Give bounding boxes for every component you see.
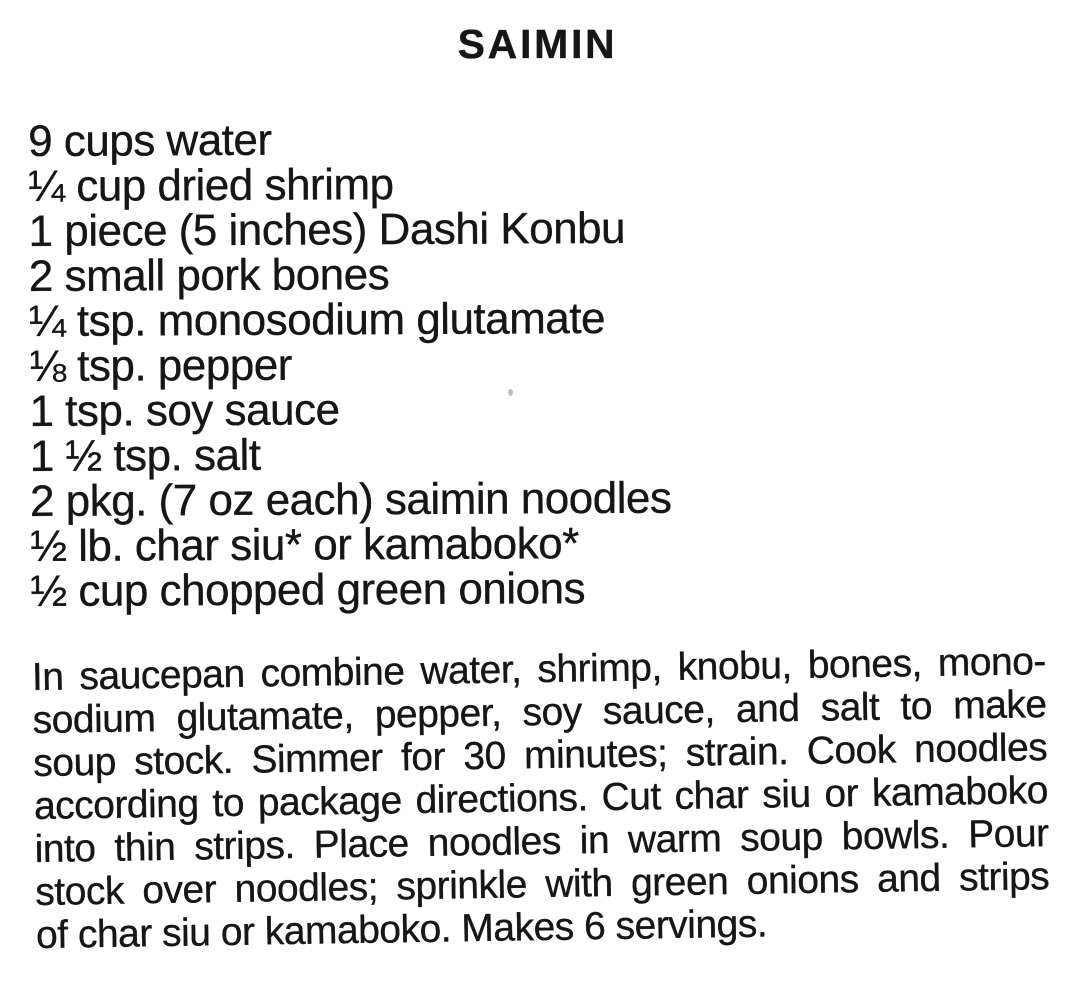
instruction-line-last: of char siu or kamaboko. Makes 6 servings. bbox=[35, 902, 768, 957]
instruction-line: sodium glutamate, pepper, soy sauce, and salt to make bbox=[32, 683, 1047, 743]
scan-speck bbox=[508, 389, 513, 396]
instruction-line: stock over noodles; sprinkle with green onions and strips bbox=[35, 855, 1050, 914]
ingredient-char-siu-kamaboko: ½ lb. char siu* or kamaboko* bbox=[30, 519, 579, 571]
ingredient-dried-shrimp: ¼ cup dried shrimp bbox=[28, 160, 394, 211]
ingredient-soy-sauce: 1 tsp. soy sauce bbox=[29, 385, 340, 436]
ingredient-pepper: ⅛ tsp. pepper bbox=[29, 340, 292, 391]
instruction-line: according to package directions. Cut char siu or kamaboko bbox=[33, 769, 1049, 828]
ingredient-dashi-konbu: 1 piece (5 inches) Dashi Konbu bbox=[28, 203, 626, 256]
instructions-paragraph bbox=[32, 640, 1051, 957]
instruction-line: into thin strips. Place noodles in warm soup bowls. Pour bbox=[34, 812, 1049, 871]
instruction-line: soup stock. Simmer for 30 minutes; strain. Cook noodles bbox=[32, 726, 1048, 786]
ingredient-pork-bones: 2 small pork bones bbox=[28, 250, 390, 301]
ingredients-list bbox=[28, 116, 672, 614]
recipe-title: SAIMIN bbox=[457, 21, 618, 67]
ingredient-msg: ¼ tsp. monosodium glutamate bbox=[28, 293, 606, 346]
ingredient-salt: 1 ½ tsp. salt bbox=[29, 430, 261, 481]
ingredient-water: 9 cups water bbox=[27, 115, 272, 166]
instruction-line: In saucepan combine water, shrimp, knobu, bones, mono- bbox=[31, 640, 1047, 700]
ingredient-saimin-noodles: 2 pkg. (7 oz each) saimin noodles bbox=[29, 473, 672, 526]
ingredient-green-onions: ½ cup chopped green onions bbox=[30, 564, 586, 616]
